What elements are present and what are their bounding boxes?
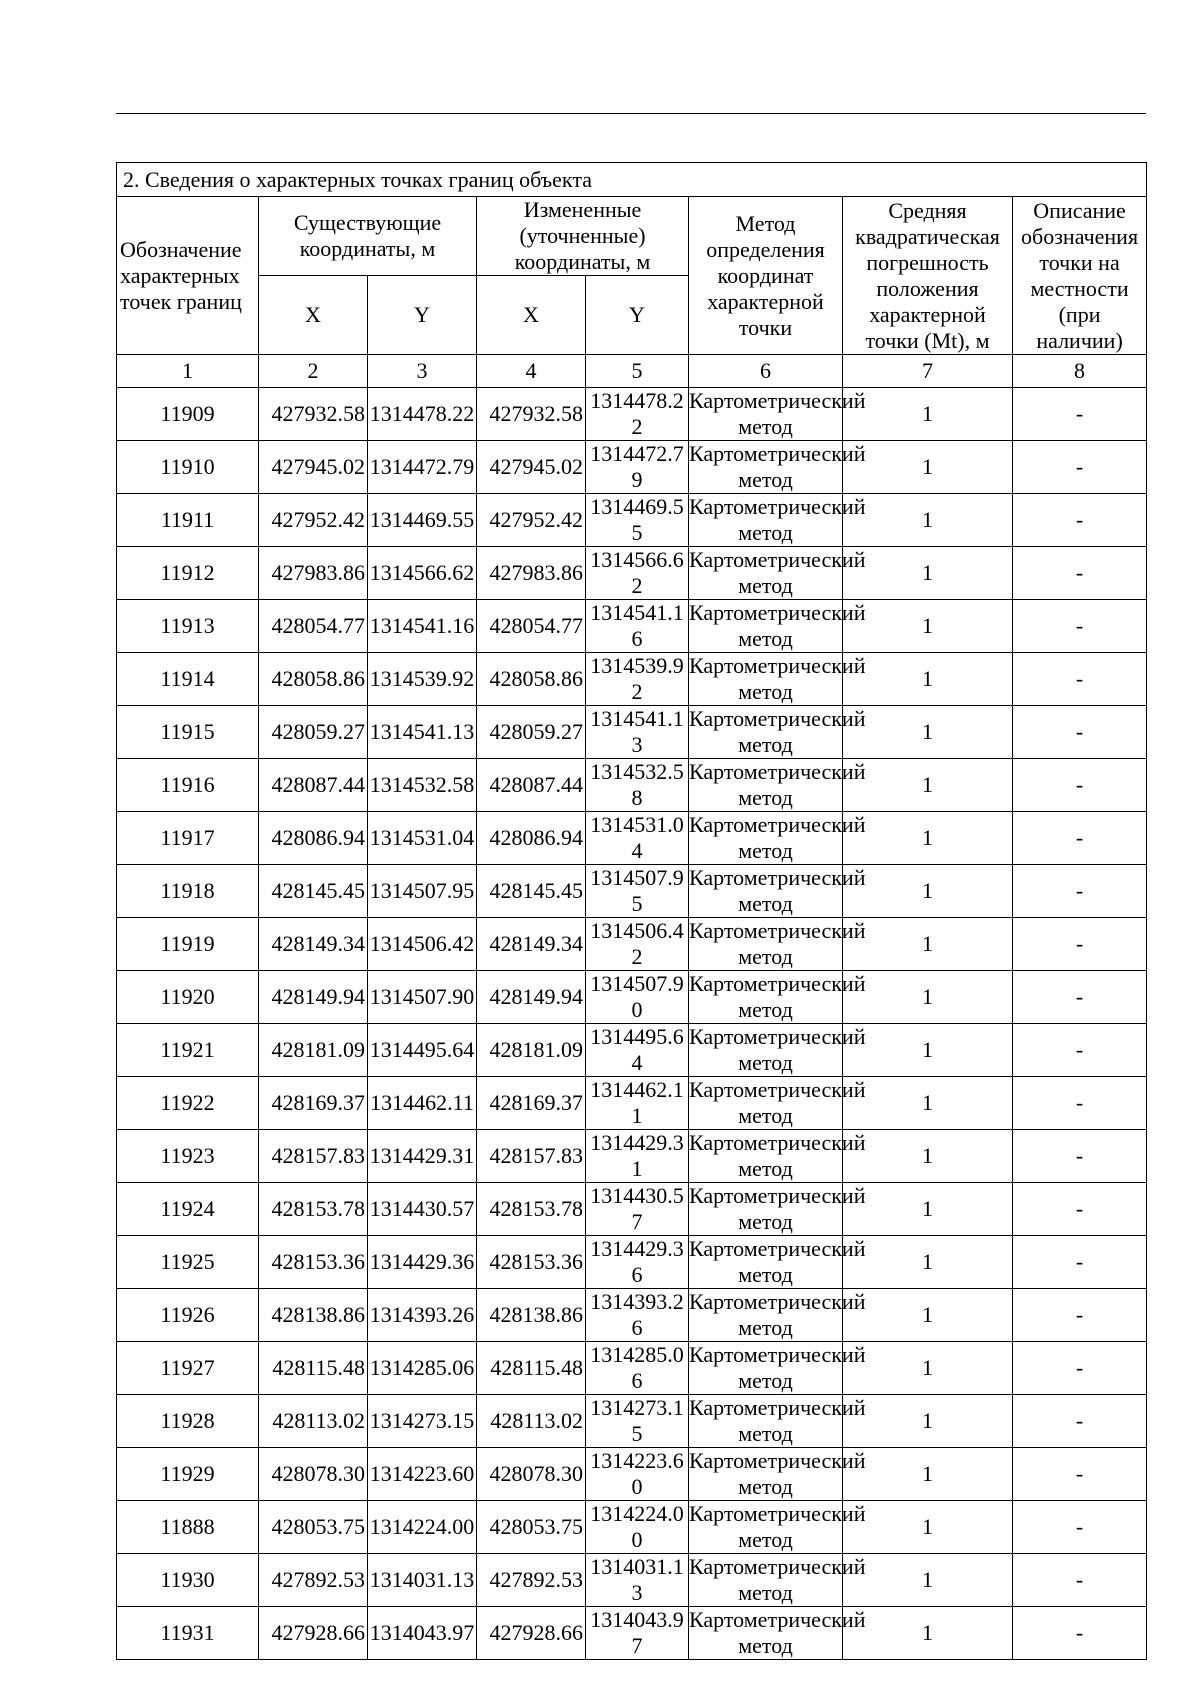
existing-y-cell: 1314507.95: [368, 865, 477, 918]
column-number: 1: [117, 355, 259, 388]
point-id-cell: 11930: [117, 1554, 259, 1607]
header-y-changed: Y: [586, 276, 689, 355]
method-cell: Картометрический метод: [689, 1289, 866, 1340]
error-cell: 1: [843, 1130, 1013, 1183]
existing-y-cell: 1314539.92: [368, 653, 477, 706]
description-cell: -: [1013, 388, 1147, 441]
existing-y-cell: 1314531.04: [368, 812, 477, 865]
error-cell: 1: [843, 1395, 1013, 1448]
description-cell: -: [1013, 1130, 1147, 1183]
point-id-cell: 11909: [117, 388, 259, 441]
point-id-cell: 11931: [117, 1607, 259, 1660]
changed-x-cell: 427928.66: [477, 1607, 586, 1660]
existing-x-cell: 428149.34: [259, 918, 368, 971]
existing-x-cell: 428058.86: [259, 653, 368, 706]
existing-y-cell: 1314532.58: [368, 759, 477, 812]
existing-y-cell: 1314031.13: [368, 1554, 477, 1607]
method-cell: Картометрический метод: [689, 706, 866, 757]
error-cell: 1: [843, 1448, 1013, 1501]
point-id-cell: 11920: [117, 971, 259, 1024]
changed-y-cell: 1314224.00: [586, 1501, 689, 1554]
error-cell: 1: [843, 1607, 1013, 1660]
changed-x-cell: 428138.86: [477, 1289, 586, 1342]
table-row: [117, 441, 1147, 494]
existing-y-cell: 1314495.64: [368, 1024, 477, 1077]
error-cell: 1: [843, 1554, 1013, 1607]
description-cell: -: [1013, 653, 1147, 706]
description-cell: -: [1013, 600, 1147, 653]
error-cell: 1: [843, 600, 1013, 653]
point-id-cell: 11928: [117, 1395, 259, 1448]
existing-y-cell: 1314478.22: [368, 388, 477, 441]
changed-x-cell: 428149.94: [477, 971, 586, 1024]
method-cell: Картометрический метод: [689, 1130, 866, 1181]
existing-y-cell: 1314429.31: [368, 1130, 477, 1183]
error-cell: 1: [843, 759, 1013, 812]
changed-x-cell: 428078.30: [477, 1448, 586, 1501]
changed-x-cell: 427952.42: [477, 494, 586, 547]
error-cell: 1: [843, 1501, 1013, 1554]
existing-x-cell: 428149.94: [259, 971, 368, 1024]
table-row: [117, 1501, 1147, 1554]
existing-x-cell: 428087.44: [259, 759, 368, 812]
changed-y-cell: 1314273.15: [586, 1395, 689, 1448]
changed-y-cell: 1314285.06: [586, 1342, 689, 1395]
table-row: [117, 1236, 1147, 1289]
changed-y-cell: 1314507.90: [586, 971, 689, 1024]
changed-x-cell: 427892.53: [477, 1554, 586, 1607]
point-id-cell: 11929: [117, 1448, 259, 1501]
table-row: [117, 918, 1147, 971]
point-id-cell: 11888: [117, 1501, 259, 1554]
description-cell: -: [1013, 865, 1147, 918]
changed-x-cell: 427932.58: [477, 388, 586, 441]
table-row: [117, 1183, 1147, 1236]
existing-y-cell: 1314223.60: [368, 1448, 477, 1501]
existing-y-cell: 1314393.26: [368, 1289, 477, 1342]
existing-x-cell: 428181.09: [259, 1024, 368, 1077]
method-cell: Картометрический метод: [689, 441, 866, 492]
method-cell: Картометрический метод: [689, 547, 866, 598]
changed-y-cell: 1314531.04: [586, 812, 689, 865]
description-cell: -: [1013, 494, 1147, 547]
existing-x-cell: 428086.94: [259, 812, 368, 865]
table-row: [117, 1289, 1147, 1342]
column-number: 7: [843, 355, 1013, 388]
changed-y-cell: 1314507.95: [586, 865, 689, 918]
description-cell: -: [1013, 1024, 1147, 1077]
existing-x-cell: 428115.48: [259, 1342, 368, 1395]
boundary-points-table: [116, 162, 1147, 1660]
point-id-cell: 11926: [117, 1289, 259, 1342]
existing-y-cell: 1314506.42: [368, 918, 477, 971]
description-cell: -: [1013, 441, 1147, 494]
changed-x-cell: 428153.36: [477, 1236, 586, 1289]
method-cell: Картометрический метод: [689, 494, 866, 545]
existing-y-cell: 1314430.57: [368, 1183, 477, 1236]
header-changed-coords: Измененные (уточненные) координаты, м: [477, 197, 689, 276]
method-cell: Картометрический метод: [689, 1607, 866, 1658]
table-row: [117, 865, 1147, 918]
existing-x-cell: 428059.27: [259, 706, 368, 759]
method-cell: Картометрический метод: [689, 1024, 866, 1075]
existing-y-cell: 1314541.13: [368, 706, 477, 759]
error-cell: 1: [843, 971, 1013, 1024]
changed-y-cell: 1314541.13: [586, 706, 689, 759]
description-cell: -: [1013, 1342, 1147, 1395]
error-cell: 1: [843, 865, 1013, 918]
table-row: [117, 1342, 1147, 1395]
description-cell: -: [1013, 706, 1147, 759]
description-cell: -: [1013, 971, 1147, 1024]
method-cell: Картометрический метод: [689, 1342, 866, 1393]
error-cell: 1: [843, 1342, 1013, 1395]
changed-x-cell: 428054.77: [477, 600, 586, 653]
existing-x-cell: 428153.36: [259, 1236, 368, 1289]
existing-y-cell: 1314469.55: [368, 494, 477, 547]
point-id-cell: 11910: [117, 441, 259, 494]
header-y-existing: Y: [368, 276, 477, 355]
point-id-cell: 11923: [117, 1130, 259, 1183]
existing-x-cell: 428113.02: [259, 1395, 368, 1448]
method-cell: Картометрический метод: [689, 865, 866, 916]
description-cell: -: [1013, 1289, 1147, 1342]
description-cell: -: [1013, 1448, 1147, 1501]
error-cell: 1: [843, 441, 1013, 494]
method-cell: Картометрический метод: [689, 918, 866, 969]
table-row: [117, 1554, 1147, 1607]
error-cell: 1: [843, 1236, 1013, 1289]
column-number: 5: [586, 355, 689, 388]
point-id-cell: 11927: [117, 1342, 259, 1395]
changed-y-cell: 1314478.22: [586, 388, 689, 441]
header-row: [117, 197, 1147, 276]
error-cell: 1: [843, 494, 1013, 547]
changed-y-cell: 1314043.97: [586, 1607, 689, 1660]
point-id-cell: 11912: [117, 547, 259, 600]
header-description: Описание обозначения точки на местности (при наличии): [1013, 197, 1147, 355]
existing-y-cell: 1314566.62: [368, 547, 477, 600]
existing-y-cell: 1314541.16: [368, 600, 477, 653]
point-id-cell: 11911: [117, 494, 259, 547]
changed-y-cell: 1314472.79: [586, 441, 689, 494]
table-row: [117, 971, 1147, 1024]
error-cell: 1: [843, 812, 1013, 865]
changed-y-cell: 1314539.92: [586, 653, 689, 706]
header-method: Метод определения координат характерной точки: [689, 197, 843, 355]
description-cell: -: [1013, 759, 1147, 812]
existing-y-cell: 1314224.00: [368, 1501, 477, 1554]
existing-x-cell: 428169.37: [259, 1077, 368, 1130]
point-id-cell: 11914: [117, 653, 259, 706]
error-cell: 1: [843, 1183, 1013, 1236]
changed-y-cell: 1314541.16: [586, 600, 689, 653]
table-row: [117, 653, 1147, 706]
method-cell: Картометрический метод: [689, 1183, 866, 1234]
changed-y-cell: 1314462.11: [586, 1077, 689, 1130]
method-cell: Картометрический метод: [689, 653, 866, 704]
table-row: [117, 1077, 1147, 1130]
header-x-existing: X: [259, 276, 368, 355]
error-cell: 1: [843, 653, 1013, 706]
table-row: [117, 1448, 1147, 1501]
changed-x-cell: 428115.48: [477, 1342, 586, 1395]
point-id-cell: 11917: [117, 812, 259, 865]
point-id-cell: 11925: [117, 1236, 259, 1289]
existing-y-cell: 1314429.36: [368, 1236, 477, 1289]
changed-y-cell: 1314532.58: [586, 759, 689, 812]
column-number: 2: [259, 355, 368, 388]
changed-x-cell: 428169.37: [477, 1077, 586, 1130]
changed-x-cell: 428087.44: [477, 759, 586, 812]
existing-x-cell: 428145.45: [259, 865, 368, 918]
table-row: [117, 759, 1147, 812]
existing-x-cell: 428053.75: [259, 1501, 368, 1554]
header-rule: [116, 113, 1146, 114]
existing-x-cell: 428078.30: [259, 1448, 368, 1501]
error-cell: 1: [843, 1289, 1013, 1342]
changed-y-cell: 1314495.64: [586, 1024, 689, 1077]
method-cell: Картометрический метод: [689, 1501, 866, 1552]
existing-y-cell: 1314043.97: [368, 1607, 477, 1660]
changed-y-cell: 1314429.36: [586, 1236, 689, 1289]
description-cell: -: [1013, 1554, 1147, 1607]
existing-x-cell: 427928.66: [259, 1607, 368, 1660]
header-error: Средняя квадратическая погрешность положения характерной точки (Mt), м: [843, 197, 1013, 355]
existing-x-cell: 427983.86: [259, 547, 368, 600]
method-cell: Картометрический метод: [689, 388, 866, 439]
table-row: [117, 547, 1147, 600]
error-cell: 1: [843, 1024, 1013, 1077]
changed-y-cell: 1314393.26: [586, 1289, 689, 1342]
changed-y-cell: 1314223.60: [586, 1448, 689, 1501]
method-cell: Картометрический метод: [689, 1077, 866, 1128]
method-cell: Картометрический метод: [689, 1395, 866, 1446]
column-number-row: [117, 355, 1147, 388]
point-id-cell: 11918: [117, 865, 259, 918]
description-cell: -: [1013, 1607, 1147, 1660]
table-row: [117, 494, 1147, 547]
changed-x-cell: 428145.45: [477, 865, 586, 918]
existing-x-cell: 427892.53: [259, 1554, 368, 1607]
method-cell: Картометрический метод: [689, 971, 866, 1022]
changed-x-cell: 428157.83: [477, 1130, 586, 1183]
error-cell: 1: [843, 706, 1013, 759]
column-number: 6: [689, 355, 843, 388]
table-row: [117, 706, 1147, 759]
point-id-cell: 11924: [117, 1183, 259, 1236]
existing-x-cell: 427952.42: [259, 494, 368, 547]
method-cell: Картометрический метод: [689, 1236, 866, 1287]
changed-x-cell: 428181.09: [477, 1024, 586, 1077]
existing-x-cell: 428054.77: [259, 600, 368, 653]
description-cell: -: [1013, 1395, 1147, 1448]
error-cell: 1: [843, 918, 1013, 971]
changed-y-cell: 1314566.62: [586, 547, 689, 600]
description-cell: -: [1013, 1183, 1147, 1236]
existing-x-cell: 428153.78: [259, 1183, 368, 1236]
changed-y-cell: 1314429.31: [586, 1130, 689, 1183]
changed-y-cell: 1314469.55: [586, 494, 689, 547]
changed-x-cell: 428113.02: [477, 1395, 586, 1448]
point-id-cell: 11921: [117, 1024, 259, 1077]
changed-x-cell: 428149.34: [477, 918, 586, 971]
existing-x-cell: 427932.58: [259, 388, 368, 441]
existing-x-cell: 428138.86: [259, 1289, 368, 1342]
table-row: [117, 812, 1147, 865]
table-row: [117, 388, 1147, 441]
method-cell: Картометрический метод: [689, 600, 866, 651]
description-cell: -: [1013, 1077, 1147, 1130]
table-row: [117, 1024, 1147, 1077]
changed-y-cell: 1314430.57: [586, 1183, 689, 1236]
existing-y-cell: 1314462.11: [368, 1077, 477, 1130]
header-point-id: Обозначение характерных точек границ: [117, 197, 259, 355]
error-cell: 1: [843, 1077, 1013, 1130]
method-cell: Картометрический метод: [689, 759, 866, 810]
changed-x-cell: 428059.27: [477, 706, 586, 759]
existing-x-cell: 428157.83: [259, 1130, 368, 1183]
description-cell: -: [1013, 812, 1147, 865]
error-cell: 1: [843, 388, 1013, 441]
table-row: [117, 1130, 1147, 1183]
point-id-cell: 11919: [117, 918, 259, 971]
description-cell: -: [1013, 918, 1147, 971]
method-cell: Картометрический метод: [689, 1554, 866, 1605]
title-row: [117, 163, 1147, 197]
description-cell: -: [1013, 547, 1147, 600]
changed-x-cell: 428086.94: [477, 812, 586, 865]
point-id-cell: 11913: [117, 600, 259, 653]
table-body: [117, 163, 1147, 1660]
changed-x-cell: 428153.78: [477, 1183, 586, 1236]
existing-x-cell: 427945.02: [259, 441, 368, 494]
existing-y-cell: 1314507.90: [368, 971, 477, 1024]
changed-x-cell: 427945.02: [477, 441, 586, 494]
point-id-cell: 11916: [117, 759, 259, 812]
description-cell: -: [1013, 1501, 1147, 1554]
changed-x-cell: 427983.86: [477, 547, 586, 600]
method-cell: Картометрический метод: [689, 812, 866, 863]
error-cell: 1: [843, 547, 1013, 600]
point-id-cell: 11915: [117, 706, 259, 759]
method-cell: Картометрический метод: [689, 1448, 866, 1499]
header-x-changed: X: [477, 276, 586, 355]
existing-y-cell: 1314273.15: [368, 1395, 477, 1448]
column-number: 8: [1013, 355, 1147, 388]
changed-x-cell: 428058.86: [477, 653, 586, 706]
column-number: 4: [477, 355, 586, 388]
section-title: 2. Сведения о характерных точках границ объекта: [117, 163, 1147, 197]
table-row: [117, 1607, 1147, 1660]
description-cell: -: [1013, 1236, 1147, 1289]
existing-y-cell: 1314285.06: [368, 1342, 477, 1395]
point-id-cell: 11922: [117, 1077, 259, 1130]
changed-y-cell: 1314031.13: [586, 1554, 689, 1607]
column-number: 3: [368, 355, 477, 388]
table-row: [117, 600, 1147, 653]
changed-x-cell: 428053.75: [477, 1501, 586, 1554]
existing-y-cell: 1314472.79: [368, 441, 477, 494]
changed-y-cell: 1314506.42: [586, 918, 689, 971]
header-existing-coords: Существующие координаты, м: [259, 197, 477, 276]
table-row: [117, 1395, 1147, 1448]
